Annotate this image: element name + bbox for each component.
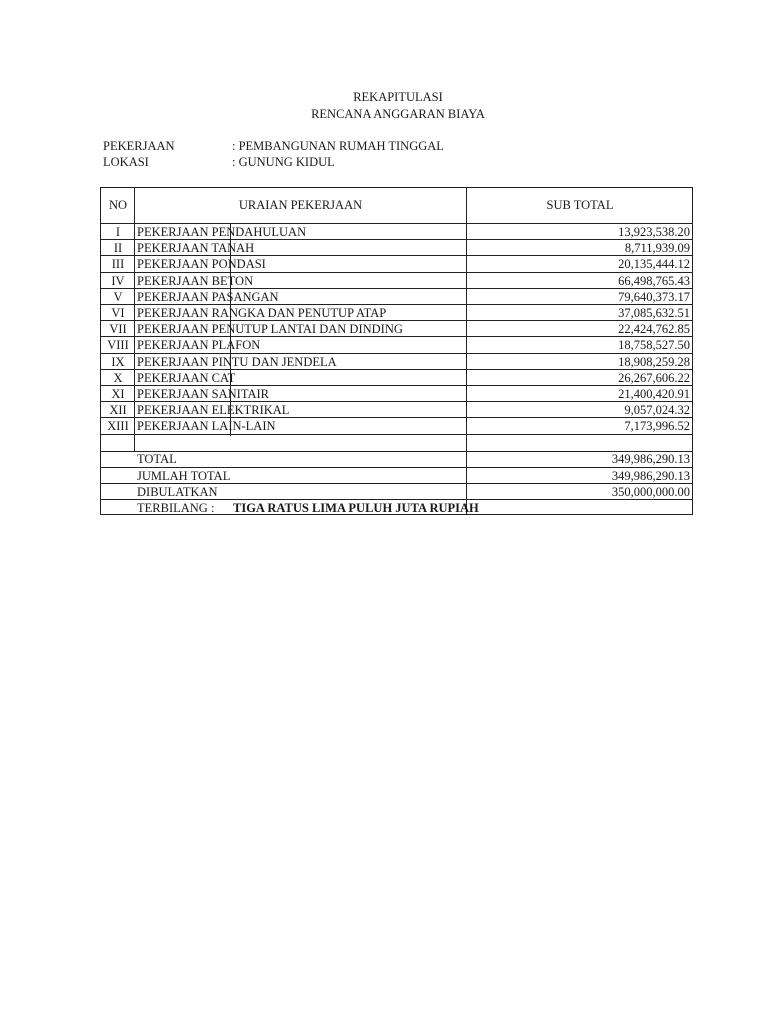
row-amount: 22,424,762.85 [618,322,690,337]
row-number: I [115,225,121,239]
row-description: PEKERJAAN PENDAHULUAN [137,225,307,239]
terbilang-label: TERBILANG : [137,501,215,515]
total-label: TOTAL [137,452,177,466]
row-amount: 21,400,420.91 [618,387,690,401]
row-description: PEKERJAAN PENUTUP LANTAI DAN DINDING [137,322,403,337]
row-number: VII [109,322,127,337]
row-description: PEKERJAAN PLAFON [137,338,261,353]
row-number: IX [111,354,125,369]
row-amount: 18,758,527.50 [618,338,690,353]
row-amount: 26,267,606.22 [618,370,690,385]
row-number: VI [111,306,125,320]
row-amount: 9,057,024.32 [624,403,690,418]
row-amount: 20,135,444.12 [618,257,690,272]
pekerjaan-value: : PEMBANGUNAN RUMAH TINGGAL [232,139,444,153]
row-description: PEKERJAAN PINTU DAN JENDELA [137,354,337,369]
doc-title: REKAPITULASI [353,90,443,104]
terbilang-value: TIGA RATUS LIMA PULUH JUTA RUPIAH [233,501,479,515]
dibulatkan-value: 350,000,000.00 [611,485,690,499]
row-description: PEKERJAAN LAIN-LAIN [137,419,276,434]
header-uraian: URAIAN PEKERJAAN [238,198,363,212]
row-amount: 79,640,373.17 [618,289,690,304]
dibulatkan-label: DIBULATKAN [137,485,218,499]
row-description: PEKERJAAN PASANGAN [137,289,279,304]
row-number: XII [109,403,127,418]
row-amount: 66,498,765.43 [618,273,690,288]
col-divider-subtotal [466,188,467,514]
row-description: PEKERJAAN SANITAIR [137,387,269,401]
lokasi-value: : GUNUNG KIDUL [232,155,335,169]
row-amount: 7,173,996.52 [624,419,690,434]
row-amount: 18,908,259.28 [618,354,690,369]
row-number: X [113,370,123,385]
row-number: VIII [107,338,129,353]
doc-subtitle: RENCANA ANGGARAN BIAYA [311,107,485,121]
row-amount: 13,923,538.20 [618,225,690,239]
row-number: XI [111,387,125,401]
row-amount: 37,085,632.51 [618,306,690,320]
row-number: XIII [107,419,129,434]
row-description: PEKERJAAN BETON [137,273,254,288]
pekerjaan-label: PEKERJAAN [103,139,175,153]
jumlah-total-label: JUMLAH TOTAL [137,469,231,483]
row-number: III [111,257,125,272]
row-description: PEKERJAAN CAT [137,370,236,385]
row-description: PEKERJAAN TANAH [137,241,255,256]
lokasi-label: LOKASI [103,155,149,169]
row-description: PEKERJAAN ELEKTRIKAL [137,403,290,418]
row-description: PEKERJAAN PONDASI [137,257,266,272]
jumlah-total-value: 349,986,290.13 [611,469,690,483]
row-number: II [113,241,123,256]
total-value: 349,986,290.13 [611,452,690,466]
row-number: V [113,289,123,304]
row-description: PEKERJAAN RANGKA DAN PENUTUP ATAP [137,306,387,320]
header-no: NO [108,198,128,212]
row-amount: 8,711,939.09 [624,241,690,256]
header-subtotal: SUB TOTAL [546,198,614,212]
row-number: IV [111,273,125,288]
